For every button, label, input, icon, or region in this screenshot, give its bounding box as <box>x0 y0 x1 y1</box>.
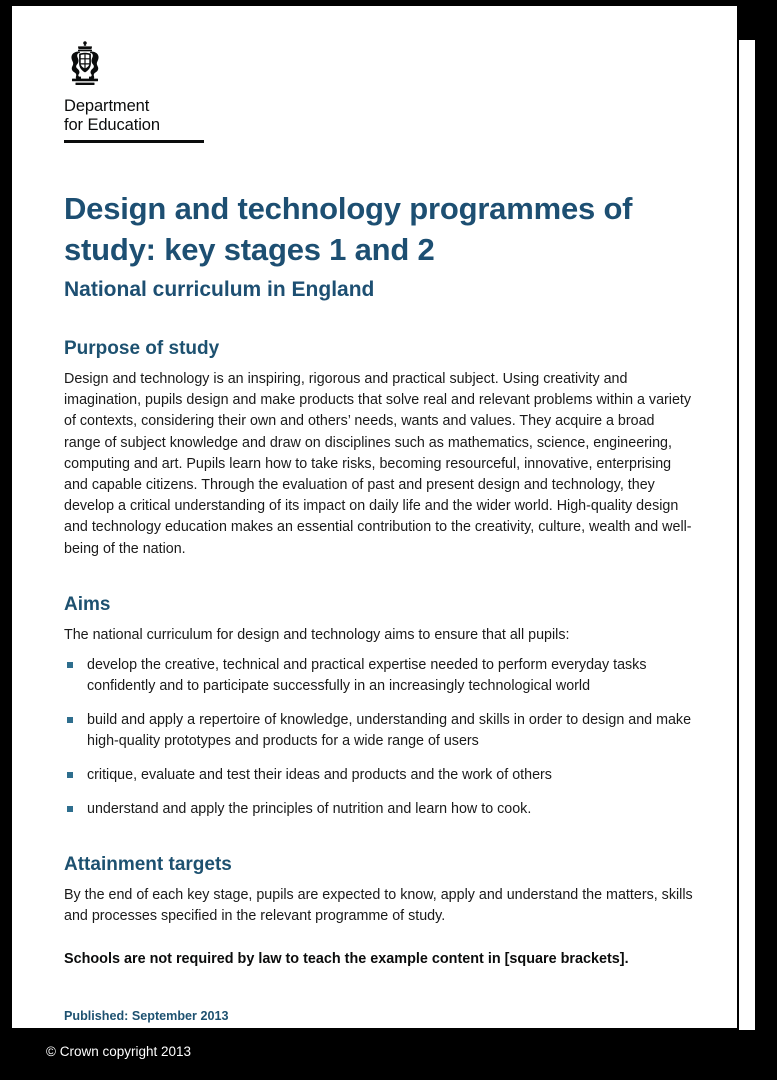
document-page <box>16 10 733 1024</box>
section-purpose-of-study <box>64 338 694 560</box>
section-aims <box>64 594 694 820</box>
purpose-paragraph: Design and technology is an inspiring, rigorous and practical subject. Using creativity and imagination, pupils design and make products that solve real and relevant problems within a variety of contexts, considering their own and others’ needs, wants and values. They acquire a broad range of subject knowledge and draw on disciplines such as mathematics, science, engineering, computing and art. Pupils learn how to take risks, becoming resourceful, innovative, enterprising and capable citizens. Through the evaluation of past and present design and technology, they develop a critical understanding of its impact on daily life and the wider world. High-quality design and technology education makes an essential contribution to the creativity, culture, wealth and well-being of the nation. <box>64 371 692 557</box>
bullet-square-icon <box>67 772 73 778</box>
page-edge <box>739 40 755 1030</box>
list-item <box>64 799 694 820</box>
royal-coat-of-arms-crest-icon <box>68 40 102 86</box>
section-heading-purpose: Purpose of study <box>64 338 220 359</box>
page-subtitle: National curriculum in England <box>64 278 375 301</box>
page-title: Design and technology programmes of study: key stages 1 and 2 <box>64 191 633 267</box>
department-name-line1: Department <box>64 97 150 115</box>
list-item <box>64 710 694 752</box>
list-item-text: develop the creative, technical and practical expertise needed to perform everyday tasks confidently and to participate successfully in an increasingly technological world <box>87 657 647 695</box>
published-date: Published: September 2013 <box>64 1009 229 1024</box>
bullet-square-icon <box>67 806 73 812</box>
list-item <box>64 655 694 697</box>
list-item-text: understand and apply the principles of nutrition and learn how to cook. <box>87 801 532 818</box>
aims-intro: The national curriculum for design and technology aims to ensure that all pupils: <box>64 626 570 643</box>
page-content <box>64 40 694 1023</box>
section-heading-aims: Aims <box>64 593 111 615</box>
attainment-paragraph: By the end of each key stage, pupils are expected to know, apply and understand the matters, skills and processes specified in the relevant programme of study. <box>64 887 693 925</box>
aims-list <box>64 655 694 820</box>
copyright-notice: © Crown copyright 2013 <box>46 1044 192 1059</box>
list-item <box>64 765 694 786</box>
list-item-text: build and apply a repertoire of knowledge, understanding and skills in order to design and make high-quality prototypes and products for a wide range of users <box>87 712 692 750</box>
bullet-square-icon <box>67 662 73 668</box>
bullet-square-icon <box>67 717 73 723</box>
legal-note: Schools are not required by law to teach the example content in [square brackets]. <box>64 951 629 968</box>
list-item-text: critique, evaluate and test their ideas and products and the work of others <box>87 767 552 784</box>
department-logo <box>64 40 694 143</box>
department-name-line2: for Education <box>64 116 160 134</box>
section-attainment-targets <box>64 854 694 969</box>
section-heading-attainment: Attainment targets <box>64 854 232 876</box>
logo-rule <box>64 140 204 143</box>
